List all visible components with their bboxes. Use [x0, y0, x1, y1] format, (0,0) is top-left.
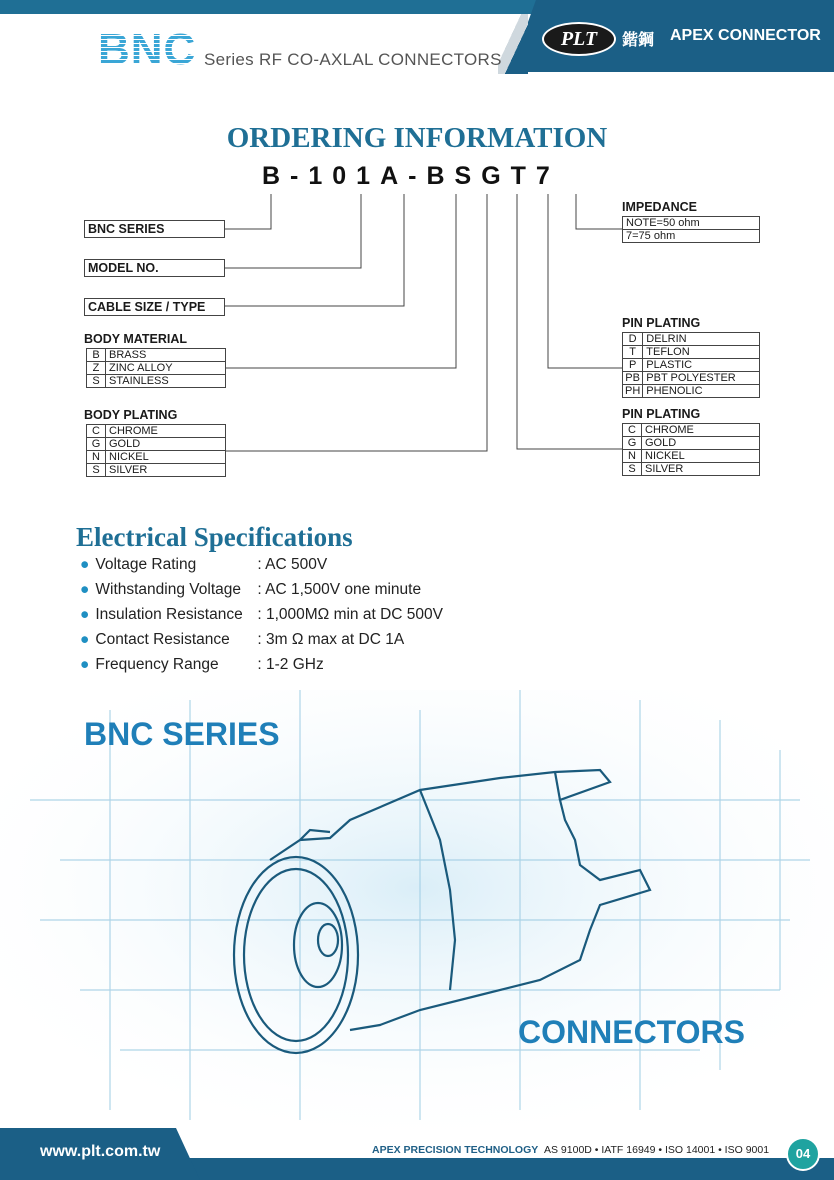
spec-label: Contact Resistance: [95, 631, 230, 648]
value-cell: STAINLESS: [106, 375, 226, 388]
header-subtitle: Series RF CO-AXLAL CONNECTORS: [204, 50, 502, 69]
code-cell: C: [87, 425, 106, 438]
body-material-title: BODY MATERIAL: [84, 332, 188, 346]
bnc-connector-illustration: [0, 690, 834, 1130]
code-cell: Z: [87, 362, 106, 375]
spec-value: : 3m Ω max at DC 1A: [257, 631, 405, 648]
page-number-badge: 04: [786, 1137, 820, 1171]
table-row: [623, 437, 760, 450]
body-material-table: [86, 348, 226, 388]
impedance-title: IMPEDANCE: [622, 200, 698, 214]
value-cell: CHROME: [106, 425, 226, 438]
spec-voltage-rating: [80, 556, 327, 574]
table-row: [87, 375, 226, 388]
value-cell: CHROME: [642, 424, 760, 437]
value-cell: 7=75 ohm: [623, 230, 760, 243]
table-row: [87, 451, 226, 464]
bullet-icon: ●: [80, 631, 90, 648]
code-cell: S: [623, 463, 642, 476]
code-cell: PB: [623, 372, 643, 385]
bullet-icon: ●: [80, 606, 90, 623]
hero-title-bnc-series: BNC SERIES: [84, 716, 280, 752]
footer-company: APEX PRECISION TECHNOLOGY: [368, 1143, 542, 1157]
brand-chinese-name: 鍇鋼: [622, 32, 655, 49]
part-code-text: B-101A-BSGT7: [262, 162, 560, 190]
spec-insulation-resistance: [80, 606, 443, 624]
code-cell: S: [87, 375, 106, 388]
table-row: [623, 230, 760, 243]
label-bnc-series: BNC SERIES: [84, 220, 225, 238]
table-row: [623, 346, 760, 359]
code-cell: PH: [623, 385, 643, 398]
table-row: [87, 349, 226, 362]
value-cell: PBT POLYESTER: [643, 372, 760, 385]
website-link[interactable]: www.plt.com.tw: [40, 1143, 161, 1160]
spec-label: Insulation Resistance: [95, 606, 243, 623]
code-cell: N: [87, 451, 106, 464]
value-cell: NICKEL: [106, 451, 226, 464]
code-cell: T: [623, 346, 643, 359]
value-cell: BRASS: [106, 349, 226, 362]
ordering-title: ORDERING INFORMATION: [226, 122, 608, 154]
spec-value: : 1,000MΩ min at DC 500V: [257, 606, 443, 623]
table-row: [623, 463, 760, 476]
code-cell: P: [623, 359, 643, 372]
pin-plating-title-1: PIN PLATING: [622, 316, 701, 330]
label-cable-size: CABLE SIZE / TYPE: [84, 298, 225, 316]
plt-logo: PLT: [542, 22, 616, 56]
pin-plating-title-2: PIN PLATING: [622, 407, 701, 421]
value-cell: NICKEL: [642, 450, 760, 463]
pin-plating-table-2: [622, 423, 760, 476]
table-row: [623, 217, 760, 230]
footer-certifications: AS 9100D • IATF 16949 • ISO 14001 • ISO 9001: [540, 1143, 773, 1157]
table-row: [87, 464, 226, 477]
brand-name: APEX CONNECTOR: [670, 27, 821, 44]
spec-frequency-range: [80, 656, 324, 674]
bullet-icon: ●: [80, 581, 90, 598]
hero-title-connectors: CONNECTORS: [518, 1014, 745, 1050]
code-cell: C: [623, 424, 642, 437]
pin-plating-table-1: [622, 332, 760, 398]
label-model-no: MODEL NO.: [84, 259, 225, 277]
bullet-icon: ●: [80, 656, 90, 673]
table-row: [623, 424, 760, 437]
code-cell: N: [623, 450, 642, 463]
value-cell: PHENOLIC: [643, 385, 760, 398]
body-plating-table: [86, 424, 226, 477]
spec-contact-resistance: [80, 631, 404, 649]
code-cell: B: [87, 349, 106, 362]
spec-value: : AC 1,500V one minute: [257, 581, 422, 598]
impedance-table: [622, 216, 760, 243]
spec-value: : 1-2 GHz: [257, 656, 324, 673]
table-row: [87, 438, 226, 451]
bnc-logo: BNC: [98, 25, 197, 74]
value-cell: PLASTIC: [643, 359, 760, 372]
table-row: [87, 362, 226, 375]
table-row: [87, 425, 226, 438]
code-cell: S: [87, 464, 106, 477]
value-cell: NOTE=50 ohm: [623, 217, 760, 230]
spec-label: Withstanding Voltage: [95, 581, 241, 598]
table-row: [623, 333, 760, 346]
spec-value: : AC 500V: [257, 556, 328, 573]
electrical-specs-title: Electrical Specifications: [76, 522, 353, 552]
value-cell: SILVER: [642, 463, 760, 476]
spec-label: Frequency Range: [95, 656, 219, 673]
table-row: [623, 385, 760, 398]
spec-label: Voltage Rating: [95, 556, 197, 573]
value-cell: SILVER: [106, 464, 226, 477]
table-row: [623, 359, 760, 372]
value-cell: ZINC ALLOY: [106, 362, 226, 375]
table-row: [623, 450, 760, 463]
spec-withstanding-voltage: [80, 581, 421, 599]
code-cell: G: [623, 437, 642, 450]
code-cell: G: [87, 438, 106, 451]
value-cell: TEFLON: [643, 346, 760, 359]
bullet-icon: ●: [80, 556, 90, 573]
body-plating-title: BODY PLATING: [84, 408, 178, 422]
value-cell: GOLD: [642, 437, 760, 450]
code-cell: D: [623, 333, 643, 346]
value-cell: DELRIN: [643, 333, 760, 346]
value-cell: GOLD: [106, 438, 226, 451]
table-row: [623, 372, 760, 385]
